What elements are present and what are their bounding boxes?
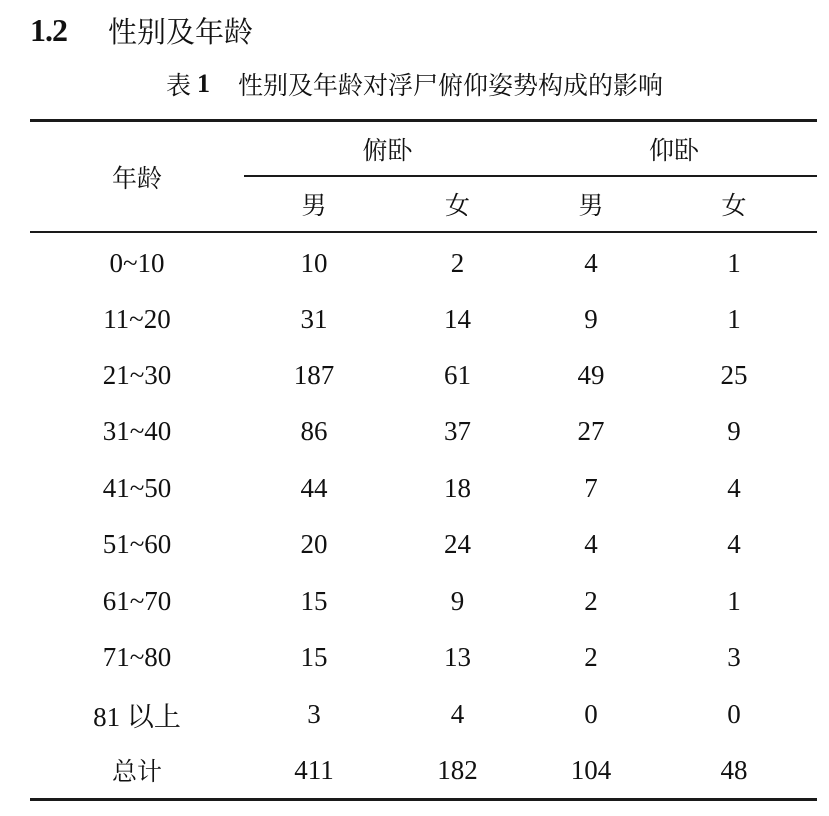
table-row (0, 516, 829, 572)
header-prone-female: 女 (444, 191, 470, 220)
header-group-prone: 俯卧 (362, 135, 413, 165)
cell-supine-male: 2 (584, 585, 598, 616)
cell-supine-female: 3 (727, 641, 741, 672)
cell-prone-male: 86 (300, 415, 328, 446)
section-number: 1.2 (30, 11, 67, 48)
cell-supine-female: 1 (727, 247, 741, 278)
cell-age: 31~40 (102, 415, 172, 446)
cell-supine-male: 49 (577, 359, 605, 390)
cell-prone-male: 31 (300, 303, 328, 334)
cell-age: 51~60 (102, 528, 172, 559)
caption-text: 性别及年龄对浮尸俯仰姿势构成的影响 (238, 71, 664, 100)
cell-prone-female: 37 (444, 415, 471, 446)
cell-supine-male: 27 (577, 415, 605, 446)
cell-prone-female: 14 (444, 303, 471, 334)
cell-age: 21~30 (102, 359, 172, 390)
table-row (0, 235, 829, 291)
table-row (0, 460, 829, 516)
table-row (0, 573, 829, 629)
cell-age: 71~80 (102, 641, 172, 672)
cell-age: 41~50 (102, 472, 172, 503)
section-heading (30, 8, 253, 52)
cell-prone-male: 15 (300, 585, 328, 616)
table-total-row (0, 742, 829, 798)
section-title: 性别及年龄 (108, 14, 254, 49)
cell-supine-female: 1 (727, 585, 741, 616)
cell-prone-male: 20 (300, 528, 328, 559)
cell-age: 61~70 (102, 585, 172, 616)
cell-age: 0~10 (109, 247, 165, 278)
table-row (0, 291, 829, 347)
cell-supine-female: 4 (727, 528, 741, 559)
cell-supine-male: 0 (584, 698, 598, 729)
header-supine-female: 女 (721, 191, 747, 220)
cell-supine-female: 4 (727, 472, 741, 503)
cell-supine-female: 1 (727, 303, 741, 334)
cell-supine-male: 9 (584, 303, 598, 334)
table-row (0, 347, 829, 403)
cell-prone-female: 9 (450, 585, 465, 616)
header-age: 年龄 (111, 163, 162, 193)
cell-prone-male: 15 (300, 641, 328, 672)
cell-supine-male: 7 (584, 472, 598, 503)
cell-supine-female: 0 (727, 698, 741, 729)
table-row (0, 403, 829, 459)
cell-prone-male: 3 (307, 698, 321, 729)
cell-total-prone-male: 411 (294, 754, 334, 785)
cell-age: 11~20 (103, 303, 171, 334)
cell-prone-female: 2 (450, 247, 465, 278)
cell-supine-male: 4 (584, 528, 598, 559)
cell-prone-female: 24 (444, 528, 471, 559)
header-group-supine: 仰卧 (648, 135, 699, 165)
header-prone-male: 男 (301, 191, 327, 220)
caption-number: 1 (197, 69, 210, 98)
cell-supine-female: 25 (720, 359, 748, 390)
cell-total-supine-female: 48 (720, 754, 748, 785)
cell-prone-female: 18 (444, 472, 471, 503)
caption-label: 表 (165, 71, 191, 100)
cell-prone-male: 187 (293, 359, 335, 390)
cell-total-prone-female: 182 (437, 754, 478, 785)
table-bottom-rule (30, 798, 817, 801)
cell-supine-male: 2 (584, 641, 598, 672)
cell-prone-male: 44 (300, 472, 328, 503)
cell-total-supine-male: 104 (570, 754, 612, 785)
cell-supine-male: 4 (584, 247, 598, 278)
table-row (0, 629, 829, 685)
header-supine-male: 男 (578, 191, 604, 220)
cell-total-label: 总计 (111, 757, 162, 786)
table-header-rule (30, 231, 817, 233)
cell-prone-male: 10 (300, 247, 328, 278)
cell-prone-female: 4 (450, 698, 465, 729)
table-caption (0, 64, 829, 104)
table-row (0, 686, 829, 742)
cell-age: 81 以上 (93, 701, 181, 732)
cell-prone-female: 13 (444, 641, 471, 672)
cell-supine-female: 9 (727, 415, 741, 446)
cell-prone-female: 61 (444, 359, 471, 390)
